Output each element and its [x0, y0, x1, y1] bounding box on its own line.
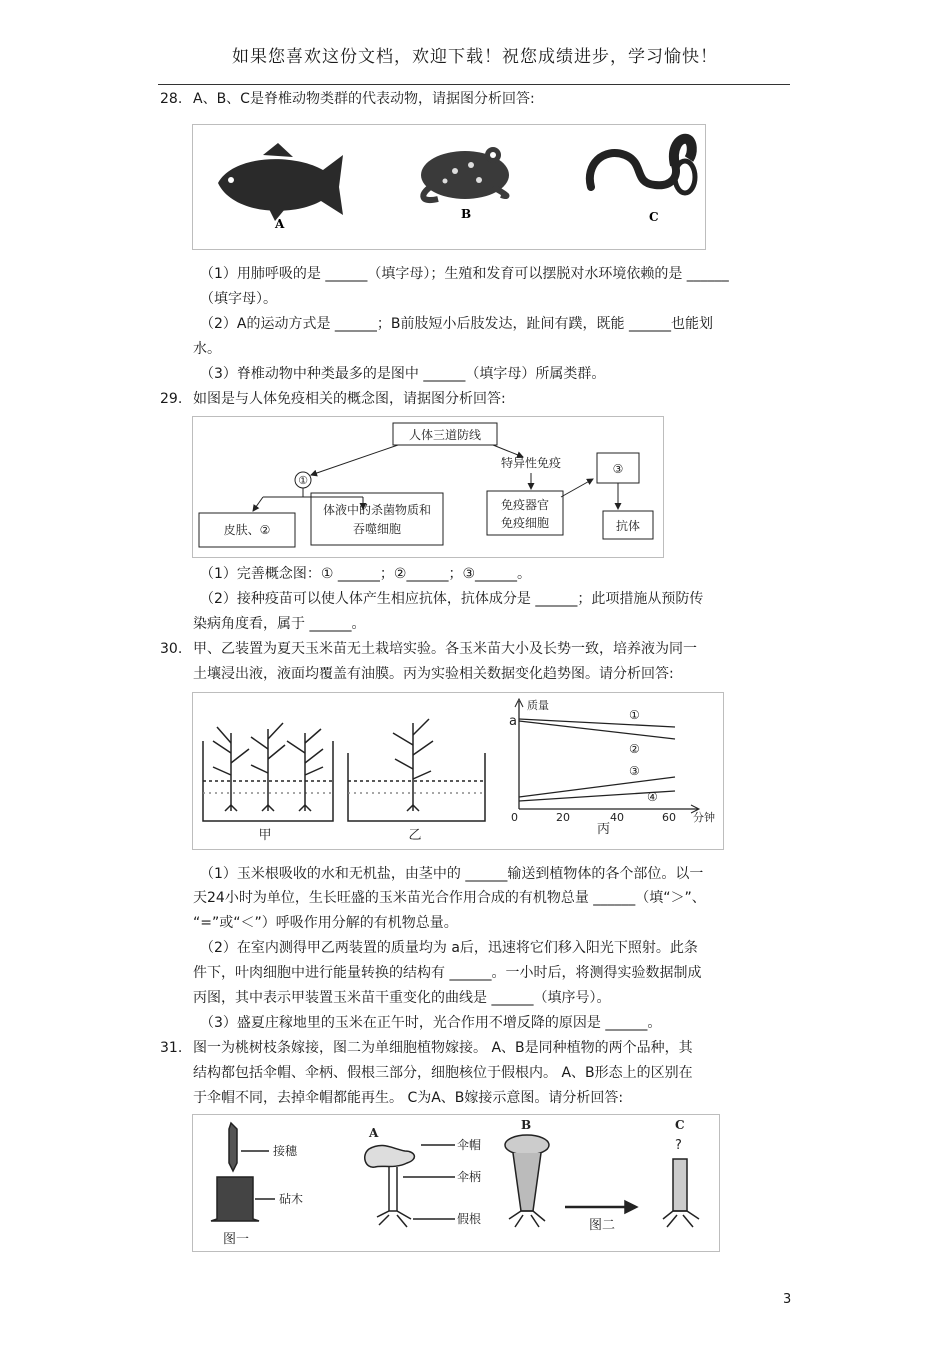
label-fig1: 图一 [223, 1232, 250, 1247]
label-cap: 伞帽 [457, 1138, 482, 1152]
q31-stem-2: 结构都包括伞帽、伞柄、假根三部分，细胞核位于假根内。 A、B形态上的区别在 [193, 1065, 693, 1081]
q31-grafting-figure [192, 1114, 720, 1252]
q28-line-2: （填字母）。 [200, 291, 277, 307]
label-cell-c: C [675, 1118, 685, 1132]
frog-image [421, 147, 509, 200]
q29-line-2: （2）接种疫苗可以使人体产生相应抗体，抗体成分是 ______；此项措施从预防传 [200, 591, 704, 607]
q28-line-4: 水。 [193, 341, 221, 357]
label-fig2: 图二 [589, 1218, 616, 1233]
label-b: B [461, 207, 472, 221]
q30-line-4: （2）在室内测得甲乙两装置的质量均为 a后，迅速将它们移入阳光下照射。此条 [200, 940, 698, 956]
fish-image [218, 143, 343, 221]
q31-stem-3: 于伞帽不同，去掉伞帽都能再生。 C为A、B嫁接示意图。请分析回答: [193, 1090, 624, 1106]
graph-origin: 0 [511, 811, 518, 824]
node-box-3: ③ [612, 462, 624, 476]
label-cell-a: A [369, 1126, 379, 1140]
curve-label-4: ④ [647, 790, 658, 804]
page-number: 3 [783, 1292, 792, 1307]
snake-image [590, 139, 695, 193]
label-question: ? [675, 1138, 682, 1153]
node-organs: 免疫器官 [500, 498, 550, 512]
q28-line-1: （1）用肺呼吸的是 ______（填字母）；生殖和发育可以摆脱对水环境依赖的是 ______ [200, 266, 729, 282]
acetabularia-c-image [663, 1159, 699, 1227]
q30-line-7: （3）盛夏庄稼地里的玉米在正午时，光合作用不增反降的原因是 ______。 [200, 1015, 662, 1031]
label-yi: 乙 [408, 828, 422, 843]
q28-line-3: （2）A的运动方式是 ______；B前肢短小后肢发达，趾间有蹼，既能 ______也能划 [200, 316, 713, 332]
node-skin: 皮肤、② [223, 523, 271, 537]
q30-stem-1: 甲、乙装置为夏天玉米苗无土栽培实验。各玉米苗大小及长势一致，培养液为同一 [193, 641, 697, 657]
q30-line-2: 天24小时为单位，生长旺盛的玉米苗光合作用合成的有机物总量 ______（填“＞”、 [193, 890, 706, 906]
graph-xtick-40: 40 [610, 811, 624, 824]
q31-number: 31. [160, 1040, 183, 1056]
corn-plant-yi [393, 719, 433, 811]
graph-a-label: a [509, 714, 517, 729]
q30-line-3: “=”或“＜”）呼吸作用分解的有机物总量。 [193, 915, 458, 931]
q28-number: 28. [160, 91, 183, 107]
graph-ylabel: 质量 [527, 699, 549, 712]
mass-change-graph [509, 698, 715, 837]
page-header: 如果您喜欢这份文档，欢迎下载！祝您成绩进步，学习愉快！ [232, 47, 718, 67]
q30-number: 30. [160, 641, 183, 657]
node-fluid-line1: 体液中的杀菌物质和 [322, 503, 432, 517]
corn-plants-jia [213, 723, 323, 811]
node-specific-immunity: 特异性免疫 [500, 456, 562, 470]
q30-line-1: （1）玉米根吸收的水和无机盐，由茎中的 ______输送到植物体的各个部位。以一 [200, 866, 704, 882]
q30-line-5: 件下，叶肉细胞中进行能量转换的结构有 ______。一小时后，将测得实验数据制成 [193, 965, 702, 981]
label-bing: 丙 [597, 822, 611, 837]
node-three-lines: 人体三道防线 [408, 428, 482, 442]
label-rhizoid: 假根 [457, 1212, 482, 1226]
graph-xlabel: 分钟 [693, 811, 715, 824]
q29-number: 29. [160, 391, 183, 407]
q29-line-1: （1）完善概念图：① ______；②______；③______。 [200, 566, 532, 582]
label-stock: 砧木 [279, 1192, 304, 1206]
q28-animals-figure [192, 124, 706, 250]
header-rule [158, 84, 790, 85]
q28-stem: A、B、C是脊椎动物类群的代表动物，请据图分析回答: [193, 91, 535, 107]
node-cells: 免疫细胞 [500, 516, 550, 530]
acetabularia-a-image [365, 1146, 415, 1227]
q30-stem-2: 土壤浸出液，液面均覆盖有油膜。丙为实验相关数据变化趋势图。请分析回答: [193, 666, 674, 682]
node-fluid-line2: 吞噬细胞 [352, 522, 402, 536]
node-circle-1: ① [298, 474, 308, 487]
graph-xtick-20: 20 [556, 811, 570, 824]
label-stalk: 伞柄 [457, 1170, 482, 1184]
q30-line-6: 丙图，其中表示甲装置玉米苗干重变化的曲线是 ______（填序号）。 [193, 990, 611, 1006]
curve-label-2: ② [629, 742, 640, 756]
graph-xtick-60: 60 [662, 811, 676, 824]
q29-line-3: 染病角度看，属于 ______。 [193, 616, 366, 632]
branch-graft-image [211, 1123, 275, 1221]
q31-stem-1: 图一为桃树枝条嫁接，图二为单细胞植物嫁接。 A、B是同种植物的两个品种，其 [193, 1040, 693, 1056]
node-antibody: 抗体 [615, 519, 641, 533]
label-cell-b: B [521, 1118, 532, 1132]
label-scion: 接穗 [273, 1144, 298, 1158]
label-c: C [649, 210, 659, 224]
q30-experiment-figure [192, 692, 724, 850]
label-a: A [275, 217, 285, 231]
curve-label-1: ① [629, 708, 640, 722]
curve-label-3: ③ [629, 764, 640, 778]
acetabularia-b-image [505, 1135, 549, 1227]
label-jia: 甲 [258, 828, 272, 843]
q29-immunity-concept-map [192, 416, 664, 558]
q29-stem: 如图是与人体免疫相关的概念图，请据图分析回答: [193, 391, 506, 407]
q28-line-5: （3）脊椎动物中种类最多的是图中 ______（填字母）所属类群。 [200, 366, 606, 382]
